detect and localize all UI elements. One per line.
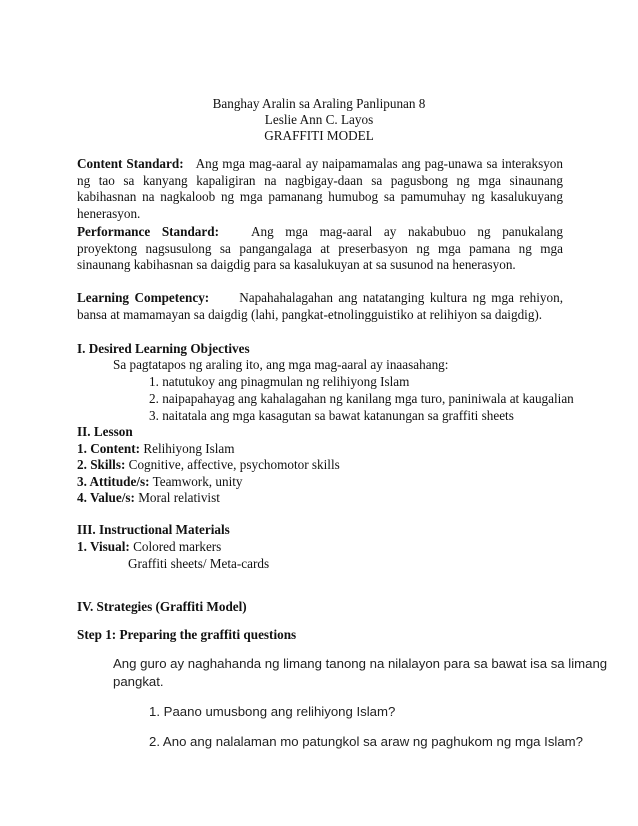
- materials-heading: III. Instructional Materials: [77, 522, 230, 537]
- lesson-row-value-item: [77, 490, 220, 507]
- content-standard-label: Content Standard:: [77, 156, 184, 171]
- objectives-heading: I. Desired Learning Objectives: [77, 341, 250, 356]
- document-title: Banghay Aralin sa Araling Panlipunan 8: [212, 96, 426, 111]
- lesson-row-label: 1. Content:: [77, 441, 141, 456]
- strategies-heading: IV. Strategies (Graffiti Model): [77, 599, 247, 614]
- materials-visual-label: 1. Visual:: [77, 539, 130, 554]
- step1-heading: Step 1: Preparing the graffiti questions: [77, 627, 297, 642]
- content-standard: [77, 156, 563, 222]
- lesson-row-content: [77, 441, 235, 458]
- content-standard-text: Ang mga mag-aaral ay naipamamalas ang pag-unawa sa interaksyon ng tao sa kanyang kapaligiran na nagbigay-daan sa pagusbong ng mga sinaunang kabihasnan na nagkaloob ng mga pamanang humubog sa pamumuhay ng kasalukuyang henerasyon.: [77, 156, 563, 221]
- document-author: Leslie Ann C. Layos: [264, 112, 374, 127]
- graffiti-question: 2. Ano ang nalalaman mo patungkol sa araw ng paghukom ng mga Islam?: [149, 734, 583, 749]
- lesson-row-attitude: [77, 474, 243, 491]
- document-model: GRAFFITI MODEL: [264, 128, 374, 143]
- lesson-row-label: 3. Attitude/s:: [77, 474, 150, 489]
- learning-competency-label: Learning Competency:: [77, 290, 210, 305]
- objectives-intro: Sa pagtatapos ng araling ito, ang mga mag-aaral ay inaasahang:: [113, 357, 449, 372]
- step1-text-line-1: Ang guro ay naghahanda ng limang tanong na nilalayon para sa bawat isa sa limang: [113, 656, 608, 671]
- lesson-row-value: Relihiyong Islam: [140, 441, 235, 456]
- materials-visual: [77, 539, 221, 556]
- objective-item: 2. naipapahayag ang kahalagahan ng kanilang mga turo, paniniwala at kaugalian: [149, 391, 574, 406]
- graffiti-question: 1. Paano umusbong ang relihiyong Islam?: [149, 704, 396, 719]
- performance-standard-text: Ang mga mag-aaral ay nakabubuo ng panukalang proyektong nagsusulong sa pangangalaga at preserbasyon ng mga pamana ng mga sinaunang kabihasnan sa daigdig para sa kasalukuyan at sa susunod na henerasyon.: [77, 224, 563, 273]
- lesson-row-skills: [77, 457, 340, 474]
- lesson-row-value: Cognitive, affective, psychomotor skills: [125, 457, 340, 472]
- materials-visual-value: Colored markers: [129, 539, 222, 554]
- learning-competency: [77, 290, 563, 323]
- lesson-row-value: Teamwork, unity: [149, 474, 243, 489]
- performance-standard-label: Performance Standard:: [77, 224, 219, 239]
- step1-text-line-2: pangkat.: [113, 674, 164, 689]
- objective-item: 3. naitatala ang mga kasagutan sa bawat katanungan sa graffiti sheets: [149, 408, 514, 423]
- lesson-row-label: 2. Skills:: [77, 457, 126, 472]
- lesson-row-label: 4. Value/s:: [77, 490, 135, 505]
- materials-visual-value-2: Graffiti sheets/ Meta-cards: [128, 556, 270, 571]
- performance-standard: [77, 224, 563, 274]
- learning-competency-text: Napahahalagahan ang natatanging kultura ng mga rehiyon, bansa at mamamayan sa daigdig (lahi, pangkat-etnolingguistiko at relihiyon sa daigdig).: [77, 290, 563, 322]
- objective-item: 1. natutukoy ang pinagmulan ng relihiyong Islam: [149, 374, 410, 389]
- lesson-heading: II. Lesson: [77, 424, 133, 439]
- lesson-row-value: Moral relativist: [134, 490, 220, 505]
